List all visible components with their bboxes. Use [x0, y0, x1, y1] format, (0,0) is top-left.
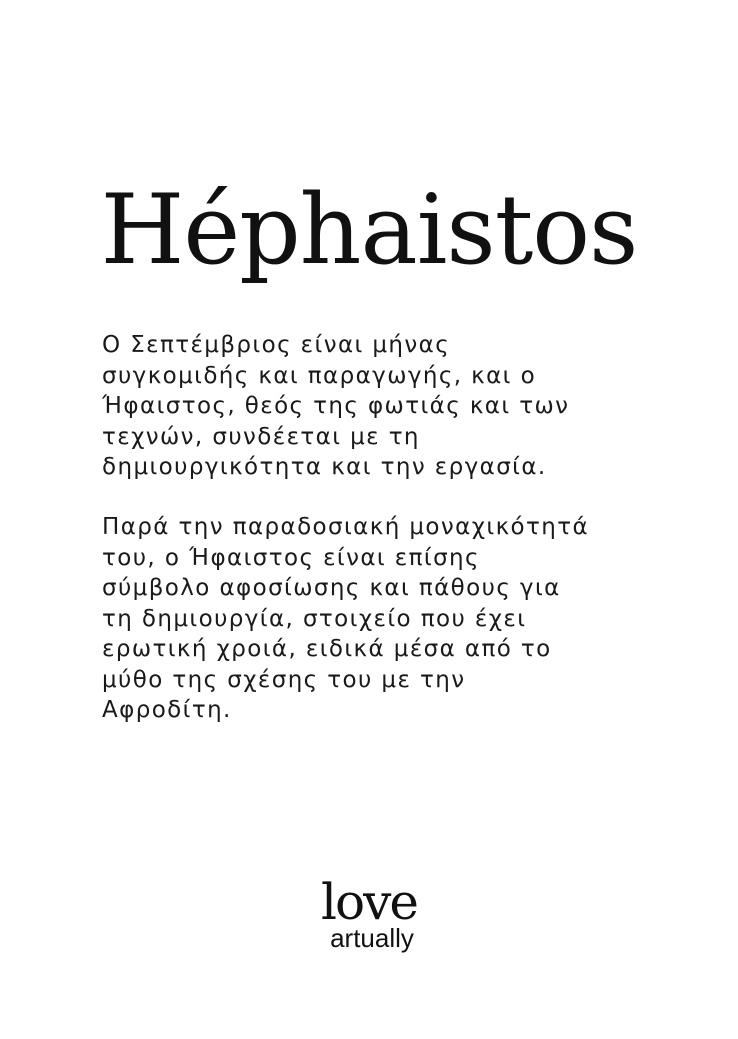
paragraph-line: Ήφαιστος, θεός της φωτιάς και των [102, 393, 570, 419]
brand-logo [0, 873, 738, 953]
paragraph-line: δημιουργικότητα και την εργασία. [102, 454, 547, 480]
paragraph-line: τη δημιουργία, στοιχείο που έχει [102, 605, 527, 632]
paragraph-1 [102, 330, 662, 483]
page-title: Héphaistos [100, 174, 638, 287]
logo-subtitle: artually [330, 923, 414, 953]
paragraph-line: Αφροδίτη. [102, 697, 232, 723]
paragraph-line: μύθο της σχέσης του με την [102, 666, 466, 693]
paragraph-2 [102, 512, 662, 726]
paragraph-line: Ο Σεπτέμβριος είναι μήνας [102, 332, 451, 358]
paragraph-line: συγκομιδής και παραγωγής, και ο [102, 362, 537, 389]
logo-word: love [321, 873, 417, 931]
paragraph-line: ερωτική χροιά, ειδικά μέσα από το [102, 636, 552, 662]
paragraph-line: του, ο Ήφαιστος είναι επίσης [102, 544, 480, 571]
paragraph-line: Παρά την παραδοσιακή μοναχικότητά [102, 514, 590, 540]
paragraph-line: τεχνών, συνδέεται με τη [102, 423, 420, 450]
paragraph-line: σύμβολο αφοσίωσης και πάθους για [102, 575, 561, 601]
